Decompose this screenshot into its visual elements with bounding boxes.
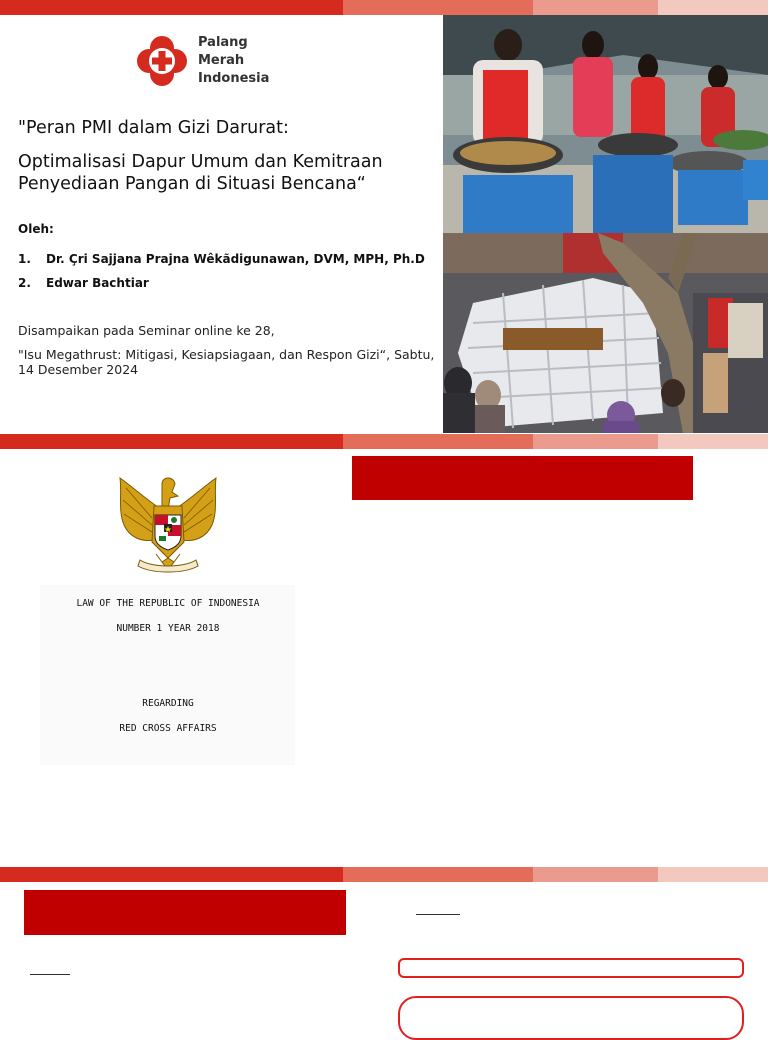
law-number: NUMBER 1 YEAR 2018 [116, 623, 220, 634]
author-name: Edwar Bachtiar [46, 276, 149, 290]
logo-line2: Merah [198, 53, 245, 68]
regarding-label: REGARDING [142, 698, 194, 709]
slide3-stripe [0, 867, 768, 882]
food-boxes-photo [443, 233, 768, 433]
title-line1: "Peran PMI dalam Gizi Darurat: [18, 118, 289, 138]
outlined-box-top [398, 958, 744, 978]
outlined-box-bottom [398, 996, 744, 1040]
author-list [18, 247, 425, 295]
law-subject: RED CROSS AFFAIRS [119, 723, 217, 734]
seminar-text: Disampaikan pada Seminar online ke 28, [18, 323, 275, 338]
law-document [40, 585, 295, 765]
slide-title [18, 117, 438, 195]
slide2-stripe [0, 434, 768, 449]
author-item: 2. Edwar Bachtiar [18, 276, 149, 290]
law-title: LAW OF THE REPUBLIC OF INDONESIA [76, 598, 260, 609]
kitchen-photo [443, 15, 768, 233]
author-item: 1. Dr. Çri Sajjana Prajna Wêkãdigunawan, DVM, MPH, Ph.D [18, 252, 425, 266]
author-name: Dr. Çri Sajjana Prajna Wêkãdigunawan, DVM, MPH, Ph.D [46, 252, 425, 266]
oleh-label: Oleh: [18, 222, 54, 236]
slide2-red-banner [352, 456, 693, 500]
logo-line3: Indonesia [198, 71, 270, 86]
logo-line1: Palang [198, 35, 248, 50]
pmi-flower-icon [130, 28, 190, 94]
event-text: "Isu Megathrust: Mitigasi, Kesiapsiagaan, dan Respon Gizi“, Sabtu, 14 Desember 2024 [18, 347, 435, 377]
top-stripe [0, 0, 768, 15]
garuda-emblem [112, 470, 224, 582]
underline-right [416, 914, 460, 915]
underline-left [30, 974, 70, 975]
pmi-logo-text [198, 34, 269, 88]
garuda-icon [112, 470, 224, 582]
slide3-red-banner [24, 890, 346, 935]
title-line2: Optimalisasi Dapur Umum dan Kemitraan Penyediaan Pangan di Situasi Bencana“ [18, 152, 383, 194]
